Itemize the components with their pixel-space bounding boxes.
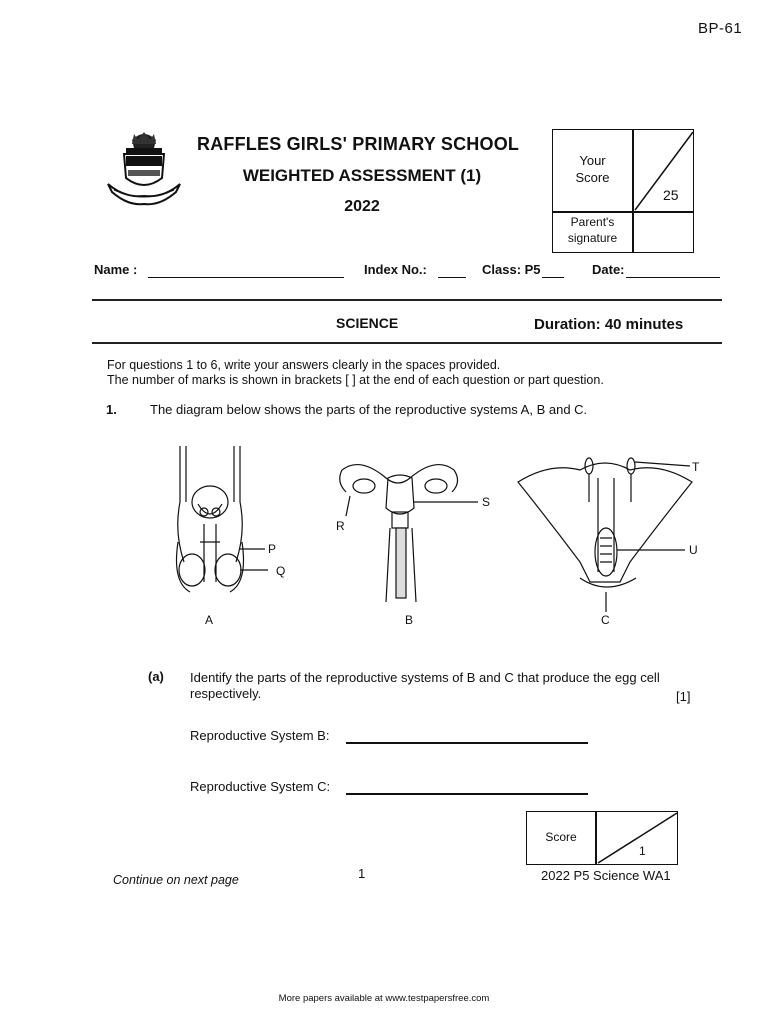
parent-signature-label: Parent's signature [567,215,618,245]
answer-c-label: Reproductive System C: [190,779,331,794]
paper-code: 2022 P5 Science WA1 [541,868,671,883]
part-a-marks: [1] [676,689,691,704]
label-b: B [405,613,414,627]
class-label: Class: P5 [482,262,541,277]
label-u: U [689,543,698,557]
student-info-row [94,262,724,284]
header-rule [92,299,722,301]
female-reproductive-system [340,465,478,602]
page-code: BP-61 [698,20,743,37]
label-r: R [336,519,345,533]
name-label: Name : [94,262,138,277]
score-diagonal [596,812,678,864]
part-score-box [526,811,678,865]
question-text: The diagram below shows the parts of the reproductive systems A, B and C. [150,402,588,417]
part-a-label: (a) [148,669,164,684]
score-box-divider [553,211,693,213]
school-crest-icon [104,126,184,208]
answer-c-field[interactable] [346,793,588,795]
total-score: 25 [663,187,679,203]
part-a-text: Identify the parts of the reproductive systems of B and C that produce the egg cell respectively. [190,670,660,701]
subject-title: SCIENCE [336,315,399,331]
part-total-score: 1 [639,844,646,858]
continue-note: Continue on next page [113,873,239,887]
flower-reproductive-system [518,458,692,612]
label-t: T [692,460,700,474]
label-p: P [268,542,277,556]
class-field[interactable] [542,277,564,278]
score-label: Score [545,830,577,844]
label-q: Q [276,564,286,578]
label-s: S [482,495,491,509]
page-number: 1 [358,866,366,881]
date-label: Date: [592,262,625,277]
site-footer: More papers available at www.testpapersfree.com [278,993,490,1004]
header-rule [92,342,722,344]
duration: Duration: 40 minutes [534,316,684,333]
index-label: Index No.: [364,262,427,277]
name-field[interactable] [148,277,344,278]
label-c: C [601,613,610,627]
male-reproductive-system [177,446,269,592]
school-name: RAFFLES GIRLS' PRIMARY SCHOOL [197,134,520,154]
score-box [552,129,694,253]
assessment-year: 2022 [344,198,380,215]
your-score-label: Your Score [575,153,610,185]
question-number: 1. [106,402,117,417]
answer-b-field[interactable] [346,742,588,744]
answer-b-label: Reproductive System B: [190,728,330,743]
index-field[interactable] [438,277,466,278]
label-a: A [205,613,214,627]
date-field[interactable] [626,277,720,278]
assessment-title: WEIGHTED ASSESSMENT (1) [242,166,482,185]
reproductive-systems-diagram [160,442,720,642]
instructions: For questions 1 to 6, write your answers clearly in the spaces provided. The number of marks is shown in brackets [ ] at the end of each question or part question. [107,358,604,387]
